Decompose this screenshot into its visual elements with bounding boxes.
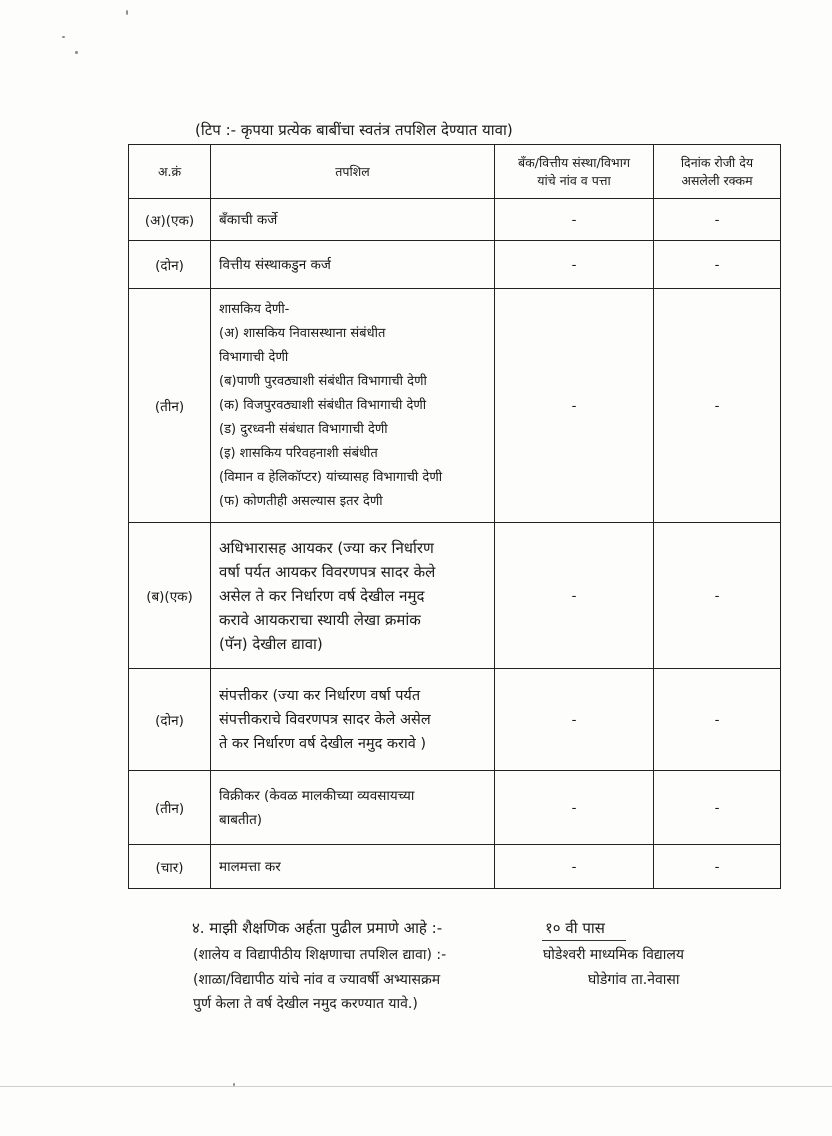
education-place: घोडेगांव ता.नेवासा: [588, 972, 680, 988]
table-row: [129, 771, 781, 845]
row-detail-line: विभागाची देणी: [219, 349, 289, 365]
table-row: [129, 199, 781, 241]
row-bank: -: [495, 523, 654, 669]
row-detail-line: असेल ते कर निर्धारण वर्ष देखील नमुद: [219, 586, 425, 605]
education-line2: (शालेय व विद्यापीठीय शिक्षणाचा तपशिल द्यावा) :-: [193, 947, 447, 963]
row-serial: (ब)(एक): [129, 523, 211, 669]
row-serial: (दोन): [129, 241, 211, 289]
row-detail-line: शासकिय देणी-: [219, 301, 290, 317]
row-detail-line: (इ) शासकिय परिवहनाशी संबंधीत: [219, 445, 378, 461]
row-detail-line: वित्तीय संस्थाकडुन कर्ज: [219, 256, 331, 273]
row-bank: -: [495, 771, 654, 845]
header-amount-line2: असलेली रक्कम: [681, 172, 753, 188]
row-detail-line: (ब)पाणी पुरवठ्याशी संबंधीत विभागाची देणी: [219, 373, 427, 389]
row-details: [211, 771, 495, 845]
table-row: [129, 241, 781, 289]
row-amount: -: [654, 669, 781, 771]
row-detail-line: (पॅन) देखील द्यावा): [219, 634, 323, 653]
row-detail-line: संपत्तीकर (ज्या कर निर्धारण वर्षा पर्यत: [219, 687, 421, 704]
table-row: [129, 845, 781, 889]
row-serial: (तीन): [129, 289, 211, 523]
row-detail-line: (फ) कोणतीही असल्यास इतर देणी: [219, 493, 383, 509]
header-details: [211, 145, 495, 199]
header-details-label: तपशिल: [335, 163, 370, 179]
row-amount: -: [654, 241, 781, 289]
row-detail-line: बँकाची कर्जे: [219, 211, 278, 228]
header-amount: [654, 145, 781, 199]
row-details: [211, 199, 495, 241]
row-detail-line: (क) विजपुरवठ्याशी संबंधीत विभागाची देणी: [219, 397, 427, 413]
scan-speck: [62, 36, 65, 38]
row-amount: -: [654, 289, 781, 523]
row-details: [211, 669, 495, 771]
row-bank: -: [495, 289, 654, 523]
education-value: १० वी पास: [545, 919, 605, 937]
scan-speck: [126, 10, 128, 15]
table-row: [129, 523, 781, 669]
row-bank: -: [495, 669, 654, 771]
header-bank: [495, 145, 654, 199]
row-details: [211, 289, 495, 523]
row-detail-line: संपत्तीकराचे विवरणपत्र सादर केले असेल: [219, 711, 431, 728]
row-bank: -: [495, 241, 654, 289]
education-heading: ४. माझी शैक्षणिक अर्हता पुढील प्रमाणे आहे :-: [192, 919, 443, 937]
scan-edge-line: [0, 1086, 832, 1087]
education-line3: (शाळा/विद्यापीठ यांचे नांव व ज्यावर्षी अभ्यासक्रम: [193, 972, 441, 988]
row-serial: (चार): [129, 845, 211, 889]
row-amount: -: [654, 771, 781, 845]
table-row: [129, 289, 781, 523]
row-detail-line: विक्रीकर (केवळ मालकीच्या व्यवसायच्या: [219, 787, 415, 804]
row-detail-line: (ड) दुरध्वनी संबंधात विभागाची देणी: [219, 421, 388, 437]
row-bank: -: [495, 199, 654, 241]
row-details: [211, 845, 495, 889]
table-note: (टिप :- कृपया प्रत्येक बाबींचा स्वतंत्र तपशिल देण्यात यावा): [195, 121, 513, 139]
education-school: घोडेश्वरी माध्यमिक विद्यालय: [543, 947, 684, 963]
education-line4: पुर्ण केला ते वर्ष देखील नमुद करण्यात यावे.): [193, 996, 418, 1012]
row-amount: -: [654, 845, 781, 889]
header-serial-label: अ.क्रं: [157, 163, 182, 179]
row-serial: (दोन): [129, 669, 211, 771]
row-details: [211, 523, 495, 669]
row-detail-line: करावे आयकराचा स्थायी लेखा क्रमांक: [219, 610, 421, 629]
row-detail-line: ते कर निर्धारण वर्ष देखील नमुद करावे ): [219, 735, 427, 752]
row-details: [211, 241, 495, 289]
row-detail-line: अधिभारासह आयकर (ज्या कर निर्धारण: [219, 538, 434, 557]
header-bank-line2: यांचे नांव व पत्ता: [537, 172, 611, 188]
row-amount: -: [654, 199, 781, 241]
row-detail-line: बाबतीत): [219, 811, 263, 828]
row-amount: -: [654, 523, 781, 669]
table-row: [129, 669, 781, 771]
row-detail-line: वर्षा पर्यत आयकर विवरणपत्र सादर केले: [219, 562, 436, 581]
row-serial: (अ)(एक): [129, 199, 211, 241]
row-serial: (तीन): [129, 771, 211, 845]
value-underline: [542, 940, 626, 941]
table-header-row: [129, 145, 781, 199]
scan-speck: [75, 51, 78, 54]
header-serial: [129, 145, 211, 199]
row-bank: -: [495, 845, 654, 889]
header-bank-line1: बँक/वित्तीय संस्था/विभाग: [518, 154, 630, 170]
row-detail-line: (विमान व हेलिकॉप्टर) यांच्यासह विभागाची देणी: [219, 469, 443, 485]
row-detail-line: मालमत्ता कर: [219, 858, 281, 875]
liabilities-table: [128, 144, 781, 889]
header-amount-line1: दिनांक रोजी देय: [680, 154, 754, 170]
row-detail-line: (अ) शासकिय निवासस्थाना संबंधीत: [219, 325, 386, 341]
